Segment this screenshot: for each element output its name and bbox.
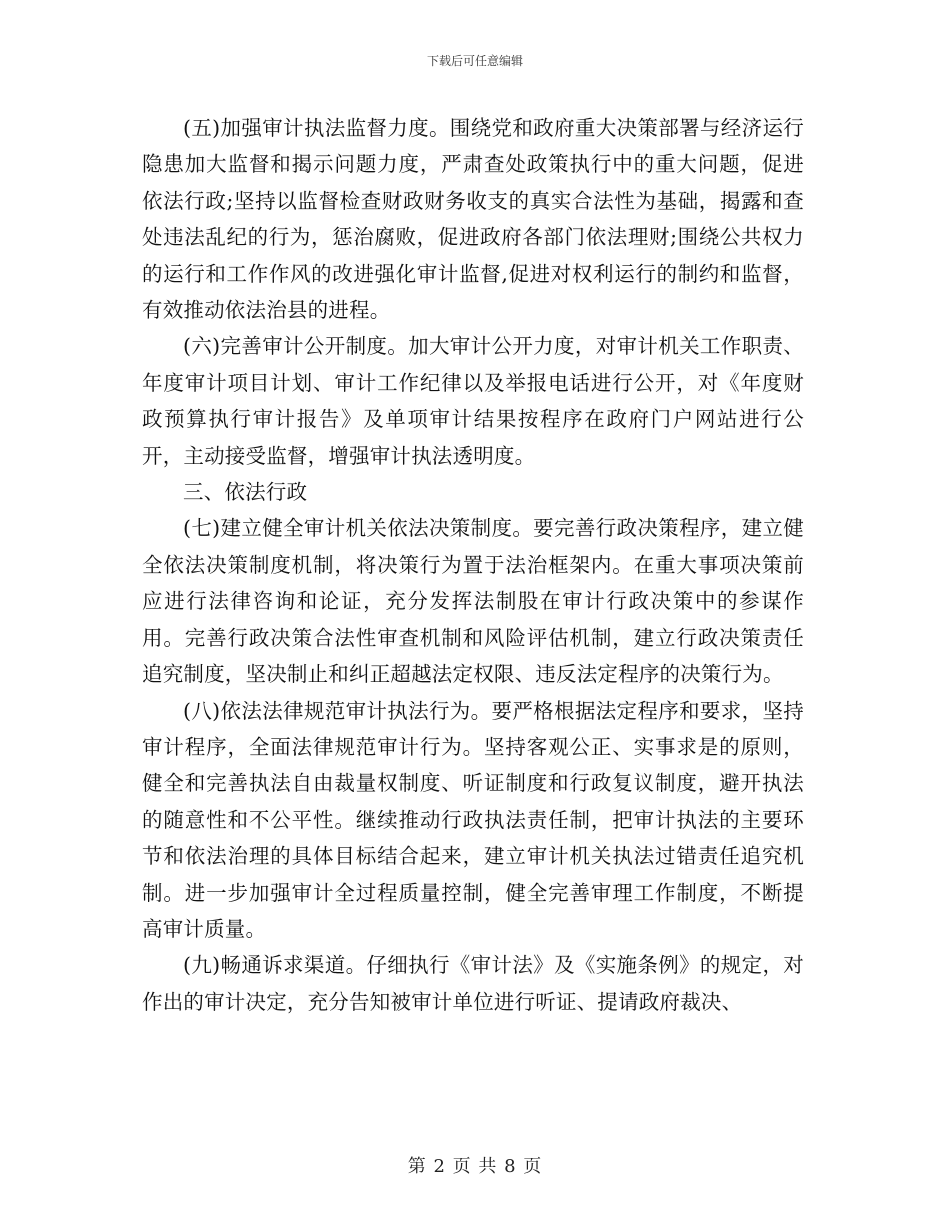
paragraph-7: (七)建立健全审计机关依法决策制度。要完善行政决策程序，建立健全依法决策制度机制，将决策行为置于法治框架内。在重大事项决策前应进行法律咨询和论证，充分发挥法制股在审计行政决策中的参谋作用。完善行政决策合法性审查机制和风险评估机制，建立行政决策责任追究制度，坚决制止和纠正超越法定权限、违反法定程序的决策行为。 [142,516,804,687]
paragraph-5: (五)加强审计执法监督力度。围绕党和政府重大决策部署与经济运行隐患加大监督和揭示问题力度，严肃查处政策执行中的重大问题，促进依法行政;坚持以监督检查财政财务收支的真实合法性为基础，揭露和查处违法乱纪的行为，惩治腐败，促进政府各部门依法理财;围绕公共权力的运行和工作作风的改进强化审计监督,促进对权利运行的制约和监督，有效推动依法治县的进程。 [142,116,804,323]
paragraph-8: (八)依法法律规范审计执法行为。要严格根据法定程序和要求，坚持审计程序，全面法律规范审计行为。坚持客观公正、实事求是的原则，健全和完善执法自由裁量权制度、听证制度和行政复议制度，避开执法的随意性和不公平性。继续推动行政执法责任制，把审计执法的主要环节和依法治理的具体目标结合起来，建立审计机关执法过错责任追究机制。进一步加强审计全过程质量控制，健全完善审理工作制度，不断提高审计质量。 [142,698,804,941]
page-number-footer: 第 2 页 共 8 页 [407,1156,543,1177]
paragraph-9: (九)畅通诉求渠道。仔细执行《审计法》及《实施条例》的规定，对作出的审计决定，充分告知被审计单位进行听证、提请政府裁决、 [142,953,804,1014]
section-heading-3: 三、依法行政 [183,480,308,505]
page-header: 下载后可任意编辑 [426,54,523,68]
paragraph-6: (六)完善审计公开制度。加大审计公开力度，对审计机关工作职责、年度审计项目计划、审计工作纪律以及举报电话进行公开，对《年度财政预算执行审计报告》及单项审计结果按程序在政府门户网站进行公开，主动接受监督，增强审计执法透明度。 [142,334,804,468]
document-body [142,110,804,1020]
